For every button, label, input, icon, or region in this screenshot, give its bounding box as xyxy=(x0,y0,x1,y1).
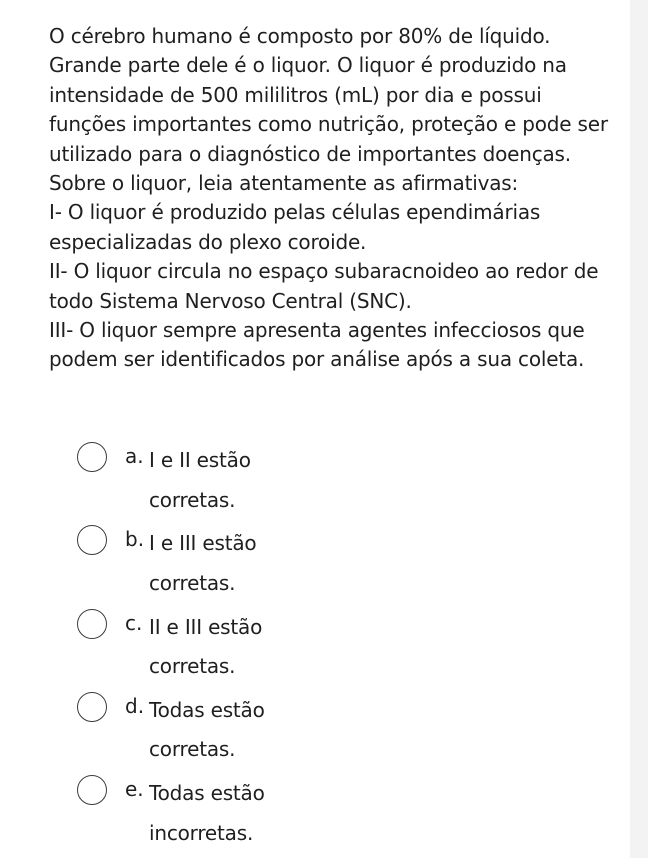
option-letter: b. xyxy=(125,527,145,552)
option-text: I e II estão corretas. xyxy=(149,448,251,512)
radio-button-d[interactable] xyxy=(77,692,107,722)
option-letter: a. xyxy=(125,444,144,468)
radio-button-b[interactable] xyxy=(77,525,107,555)
option-letter: c. xyxy=(125,610,143,635)
scrollbar-track[interactable] xyxy=(630,0,648,858)
option-d[interactable] xyxy=(77,688,437,771)
option-text: Todas estão corretas. xyxy=(149,697,265,762)
option-letter: e. xyxy=(125,777,144,802)
statement-2: II- O liquor circula no espaço subaracnoideo ao redor de todo Sistema Nervoso Central (SNC). xyxy=(49,259,599,313)
question-intro: O cérebro humano é composto por 80% de líquido. Grande parte dele é o liquor. O liquor é produzido na intensidade de 500 mililitros (mL) por dia e possui funções importantes como nutrição, proteção e pode ser utilizado para o diagnóstico de importantes doenças. Sobre o liquor, leia atentamente as afirmativas: xyxy=(49,24,608,196)
statement-3: III- O liquor sempre apresenta agentes infecciosos que podem ser identificados por análise após a sua coleta. xyxy=(49,318,585,372)
option-letter: d. xyxy=(125,693,145,718)
option-e[interactable] xyxy=(77,771,437,854)
option-text: I e III estão corretas. xyxy=(149,531,257,595)
option-c[interactable] xyxy=(77,605,437,688)
radio-button-a[interactable] xyxy=(77,442,107,472)
option-b[interactable] xyxy=(77,521,437,604)
statement-1: I- O liquor é produzido pelas células ependimárias especializadas do plexo coroide. xyxy=(49,200,541,254)
option-text: II e III estão corretas. xyxy=(149,614,263,679)
option-a[interactable] xyxy=(77,438,437,521)
option-text: Todas estão incorretas. xyxy=(149,781,265,845)
radio-button-c[interactable] xyxy=(77,609,107,639)
question-body xyxy=(49,22,609,375)
radio-button-e[interactable] xyxy=(77,775,107,805)
answer-options xyxy=(77,438,437,854)
